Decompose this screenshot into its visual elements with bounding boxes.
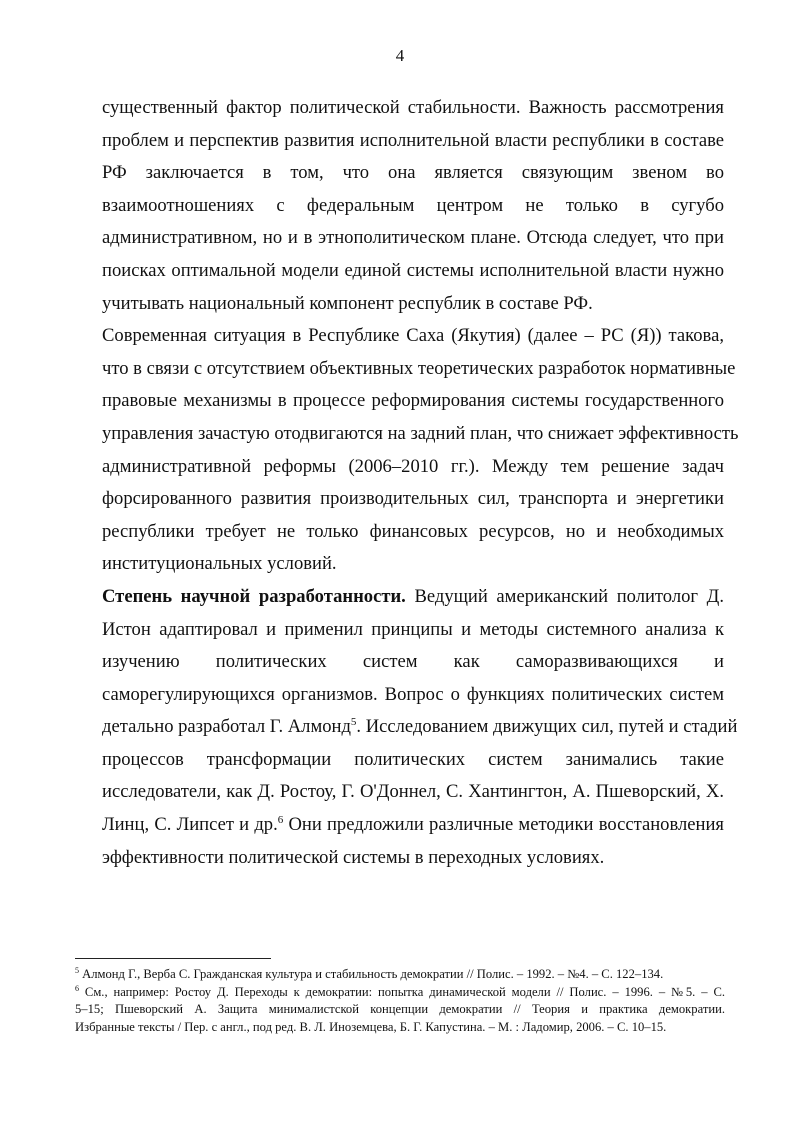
text-line: институциональных условий. [102, 553, 337, 575]
text-line: управления зачастую отодвигаются на задний план, что снижает эффективность [102, 422, 739, 444]
text-line-content: Ведущий американский политолог Д. [405, 585, 724, 607]
text-line: административном, но и в этнополитическом плане. Отсюда следует, что при [102, 227, 724, 249]
footnote-ref: 5 [350, 716, 357, 729]
text-line: Истон адаптировал и применил принципы и методы системного анализа к [102, 618, 724, 640]
footnote-separator [75, 958, 271, 959]
text-line: саморегулирующихся организмов. Вопрос о функциях политических систем [102, 683, 724, 705]
footnote-mark: 6 [75, 983, 79, 993]
paragraph-3 [102, 581, 738, 874]
text-line-indented [102, 320, 724, 353]
text-line: правовые механизмы в процессе реформирования системы государственного [102, 390, 724, 412]
text-line-with-footnote-ref [102, 711, 738, 744]
text-line: республики требует не только финансовых ресурсов, но и необходимых [102, 520, 724, 542]
text-line: форсированного развития производительных сил, транспорта и энергетики [102, 488, 724, 510]
footnote-5 [75, 966, 725, 984]
text-line-content: . Исследованием движущих сил, путей и стадий [356, 716, 738, 738]
footnote-ref: 6 [277, 813, 284, 826]
text-line-with-heading [102, 581, 724, 614]
text-line: проблем и перспектив развития исполнительной власти республики в составе [102, 129, 724, 151]
text-line-content: детально разработал Г. Алмонд [102, 716, 351, 738]
text-line-content: Современная ситуация в Республике Саха (Якутия) (далее – РС (Я)) такова, [102, 325, 724, 347]
footnote-6 [75, 984, 725, 1037]
text-line: учитывать национальный компонент республик в составе РФ. [102, 292, 593, 314]
section-heading: Степень научной разработанности. [102, 585, 406, 607]
footnotes [75, 966, 725, 1036]
text-line: существенный фактор политической стабильности. Важность рассмотрения [102, 97, 724, 118]
body-text [102, 92, 739, 874]
footnote-line [75, 984, 725, 1002]
footnote-line: 5–15; Пшеворский А. Защита минималистской концепции демократии // Теория и практика демократии. [75, 1002, 725, 1016]
text-line-with-footnote-ref [102, 809, 724, 842]
paragraph-2 [102, 320, 739, 581]
text-line: административной реформы (2006–2010 гг.). Между тем решение задач [102, 455, 724, 477]
footnote-text: Алмонд Г., Верба С. Гражданская культура и стабильность демократии // Полис. – 1992. – №4. – С. 122–134. [79, 967, 664, 981]
text-line: процессов трансформации политических систем занимались такие [102, 748, 724, 770]
text-line: изучению политических систем как саморазвивающихся и [102, 651, 724, 673]
footnote-line: Избранные тексты / Пер. с англ., под ред. В. Л. Иноземцева, Б. Г. Капустина. – М. : Ладомир, 2006. – С. 10–15. [75, 1019, 667, 1034]
text-line: исследователи, как Д. Ростоу, Г. О'Доннел, С. Хантингтон, А. Пшеворский, Х. [102, 781, 724, 803]
text-line: РФ заключается в том, что она является связующим звеном во [102, 162, 724, 184]
text-line-content: Линц, С. Липсет и др. [102, 814, 278, 836]
footnote-text: См., например: Ростоу Д. Переходы к демократии: попытка динамической модели // Полис. – 1996. – №5. – С. [79, 984, 725, 999]
text-line: что в связи с отсутствием объективных теоретических разработок нормативные [102, 357, 736, 379]
footnote-line [75, 966, 725, 984]
text-line-content: Они предложили различные методики восстановления [283, 814, 724, 836]
text-line: поисках оптимальной модели единой системы исполнительной власти нужно [102, 259, 724, 281]
text-line: эффективности политической системы в переходных условиях. [102, 846, 605, 868]
text-line: взаимоотношениях с федеральным центром не только в сугубо [102, 194, 724, 216]
page-number: 4 [395, 46, 405, 65]
paragraph-1 [102, 92, 724, 320]
footnote-mark: 5 [75, 965, 79, 975]
